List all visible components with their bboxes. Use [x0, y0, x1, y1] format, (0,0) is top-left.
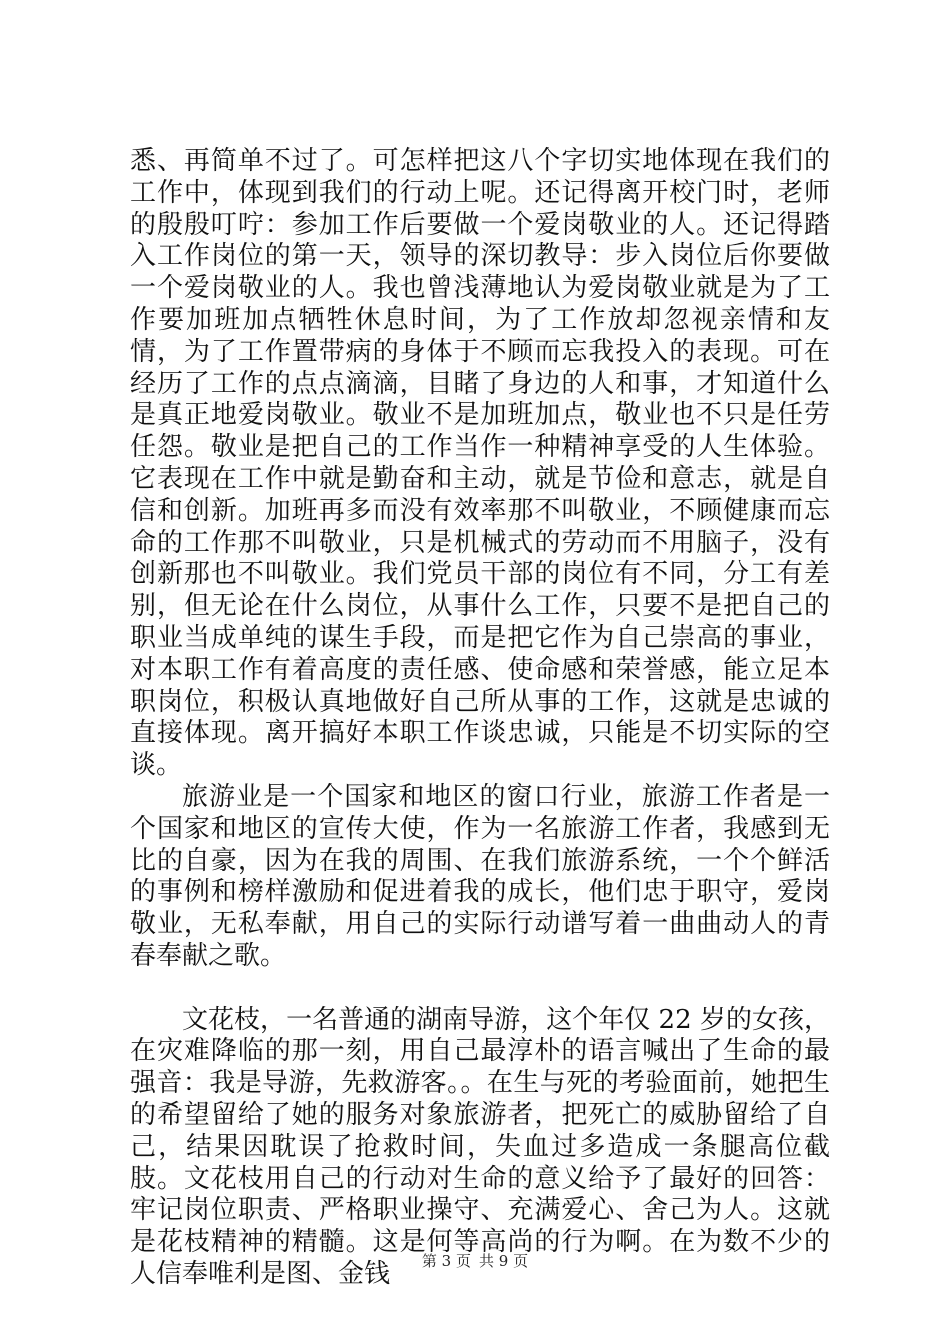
page-footer [0, 1250, 950, 1271]
page-total: 共 9 页 [479, 1252, 529, 1270]
document-body [130, 146, 830, 1291]
paragraph-wen-huazhi: 文花枝，一名普通的湖南导游，这个年仅 22 岁的女孩，在灾难降临的那一刻，用自己最淳朴的语言喊出了生命的最强音：我是导游，先救游客。。在生与死的考验面前，她把生的希望留给了她的服务对象旅游者，把死亡的威胁留给了自己，结果因耽误了抢救时间，失血过多造成一条腿高位截肢。文花枝用自己的行动对生命的意义给予了最好的回答：牢记岗位职责、严格职业操守、充满爱心、舍己为人。这就是花枝精神的精髓。这是何等高尚的行为啊。在为数不少的人信奉唯利是图、金钱 [130, 1004, 830, 1289]
paragraph-continued: 悉、再简单不过了。可怎样把这八个字切实地体现在我们的工作中，体现到我们的行动上呢。还记得离开校门时，老师的殷殷叮咛：参加工作后要做一个爱岗敬业的人。还记得踏入工作岗位的第一天，领导的深切教导：步入岗位后你要做一个爱岗敬业的人。我也曾浅薄地认为爱岗敬业就是为了工作要加班加点牺牲休息时间，为了工作放却忽视亲情和友情，为了工作置带病的身体于不顾而忘我投入的表现。可在经历了工作的点点滴滴，目睹了身边的人和事，才知道什么是真正地爱岗敬业。敬业不是加班加点，敬业也不只是任劳任怨。敬业是把自己的工作当作一种精神享受的人生体验。它表现在工作中就是勤奋和主动，就是节俭和意志，就是自信和创新。加班再多而没有效率那不叫敬业，不顾健康而忘命的工作那不叫敬业，只是机械式的劳动而不用脑子，没有创新那也不叫敬业。我们党员干部的岗位有不同，分工有差别，但无论在什么岗位，从事什么工作，只要不是把自己的职业当成单纯的谋生手段，而是把它作为自己崇高的事业，对本职工作有着高度的责任感、使命感和荣誉感，能立足本职岗位，积极认真地做好自己所从事的工作，这就是忠诚的直接体现。离开搞好本职工作谈忠诚，只能是不切实际的空谈。 [130, 146, 830, 781]
paragraph-tourism-industry: 旅游业是一个国家和地区的窗口行业，旅游工作者是一个国家和地区的宣传大使，作为一名旅游工作者，我感到无比的自豪，因为在我的周围、在我们旅游系统，一个个鲜活的事例和榜样激励和促进着我的成长，他们忠于职守，爱岗敬业，无私奉献，用自己的实际行动谱写着一曲曲动人的青春奉献之歌。 [130, 781, 830, 971]
page-number: 第 3 页 [421, 1252, 471, 1270]
